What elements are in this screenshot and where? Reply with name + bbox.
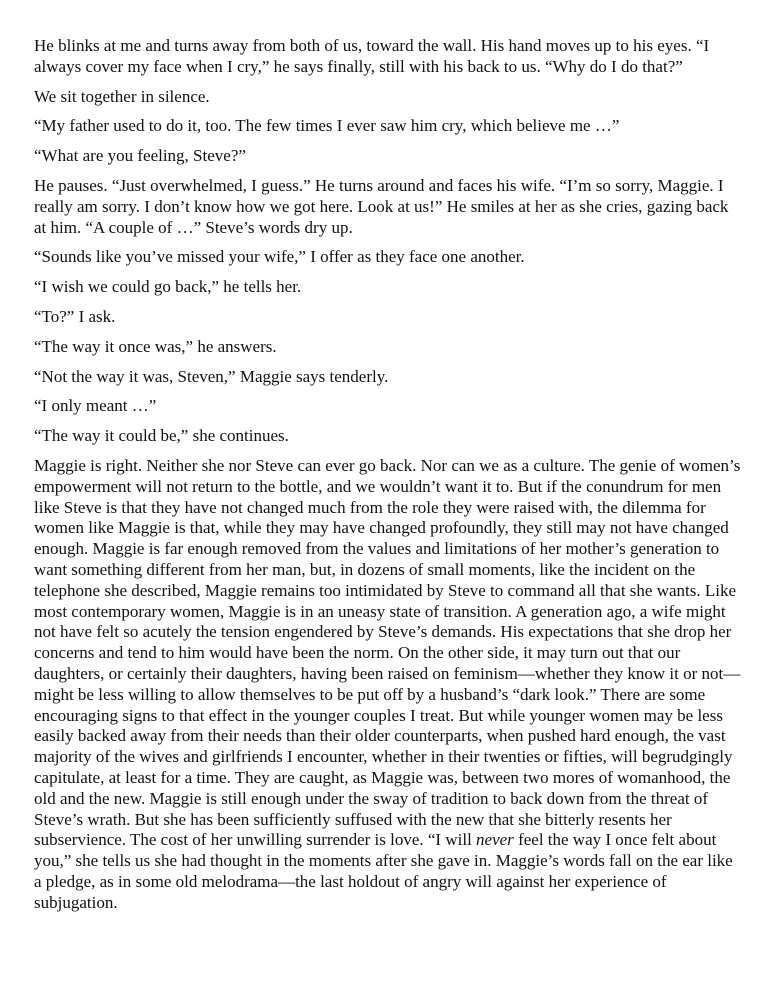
paragraph-long bbox=[34, 456, 744, 914]
book-page bbox=[34, 36, 744, 913]
paragraph: “To?” I ask. bbox=[34, 306, 116, 326]
italic-emphasis: never bbox=[476, 830, 514, 850]
paragraph: “My father used to do it, too. The few times I ever saw him cry, which believe me …” bbox=[34, 116, 620, 136]
text-run: Maggie is right. Neither she nor Steve can ever go back. Nor can we as a culture. The genie of women’s empowerment will not return to the bottle, and we wouldn’t want it to. But if the conundrum for men like Steve is that they have not changed much from the role they were raised with, the dilemma for women like Maggie is that, while they may have changed profoundly, they still may not have changed enough. Maggie is far enough removed from the values and limitations of her mother’s generation to want something different from her man, but, in dozens of small moments, like the incident on the telephone she described, Maggie remains too intimidated by Steve to command all that she wants. Like most contemporary women, Maggie is in an uneasy state of transition. A generation ago, a wife might not have felt so acutely the tension engendered by Steve’s demands. His expectations that she drop her concerns and tend to him would have been the norm. On the other side, it may turn out that our daughters, or certainly their daughters, having been raised on feminism—whether they know it or not—might be less willing to allow themselves to be put off by a husband’s “dark look.” There are some encouraging signs to that effect in the younger couples I treat. But while younger women may be less easily backed away from their needs than their older counterparts, when pushed hard enough, the vast majority of the wives and girlfriends I encounter, whether in their twenties or fifties, will begrudgingly capitulate, at least for a time. They are caught, as Maggie was, between two mores of womanhood, the old and the new. Maggie is still enough under the sway of tradition to back down from the threat of Steve’s wrath. But she has been sufficiently suffused with the new that she bitterly resents her subservience. The cost of her unwilling surrender is love. “I will bbox=[34, 455, 741, 850]
paragraph: He blinks at me and turns away from both of us, toward the wall. His hand moves up to his eyes. “I always cover my face when I cry,” he says finally, still with his back to us. “Why do I do that?” bbox=[34, 36, 710, 76]
paragraph: “Sounds like you’ve missed your wife,” I offer as they face one another. bbox=[34, 247, 525, 267]
paragraph: “I only meant …” bbox=[34, 396, 157, 416]
paragraph: “The way it could be,” she continues. bbox=[34, 426, 289, 446]
paragraph: He pauses. “Just overwhelmed, I guess.” He turns around and faces his wife. “I’m so sorry, Maggie. I really am sorry. I don’t know how we got here. Look at us!” He smiles at her as she cries, gazing back at him. “A couple of …” Steve’s words dry up. bbox=[34, 175, 729, 237]
paragraph: “Not the way it was, Steven,” Maggie says tenderly. bbox=[34, 366, 389, 386]
paragraph: “What are you feeling, Steve?” bbox=[34, 146, 246, 166]
paragraph: “I wish we could go back,” he tells her. bbox=[34, 277, 302, 297]
paragraph: We sit together in silence. bbox=[34, 86, 210, 106]
text-run: feel the way I once felt about you,” she tells us she had thought in the moments after she gave in. Maggie’s words fall on the ear like a pledge, as in some old melodrama—the last holdout of angry will against her experience of subjugation. bbox=[34, 830, 733, 912]
paragraph: “The way it once was,” he answers. bbox=[34, 336, 277, 356]
